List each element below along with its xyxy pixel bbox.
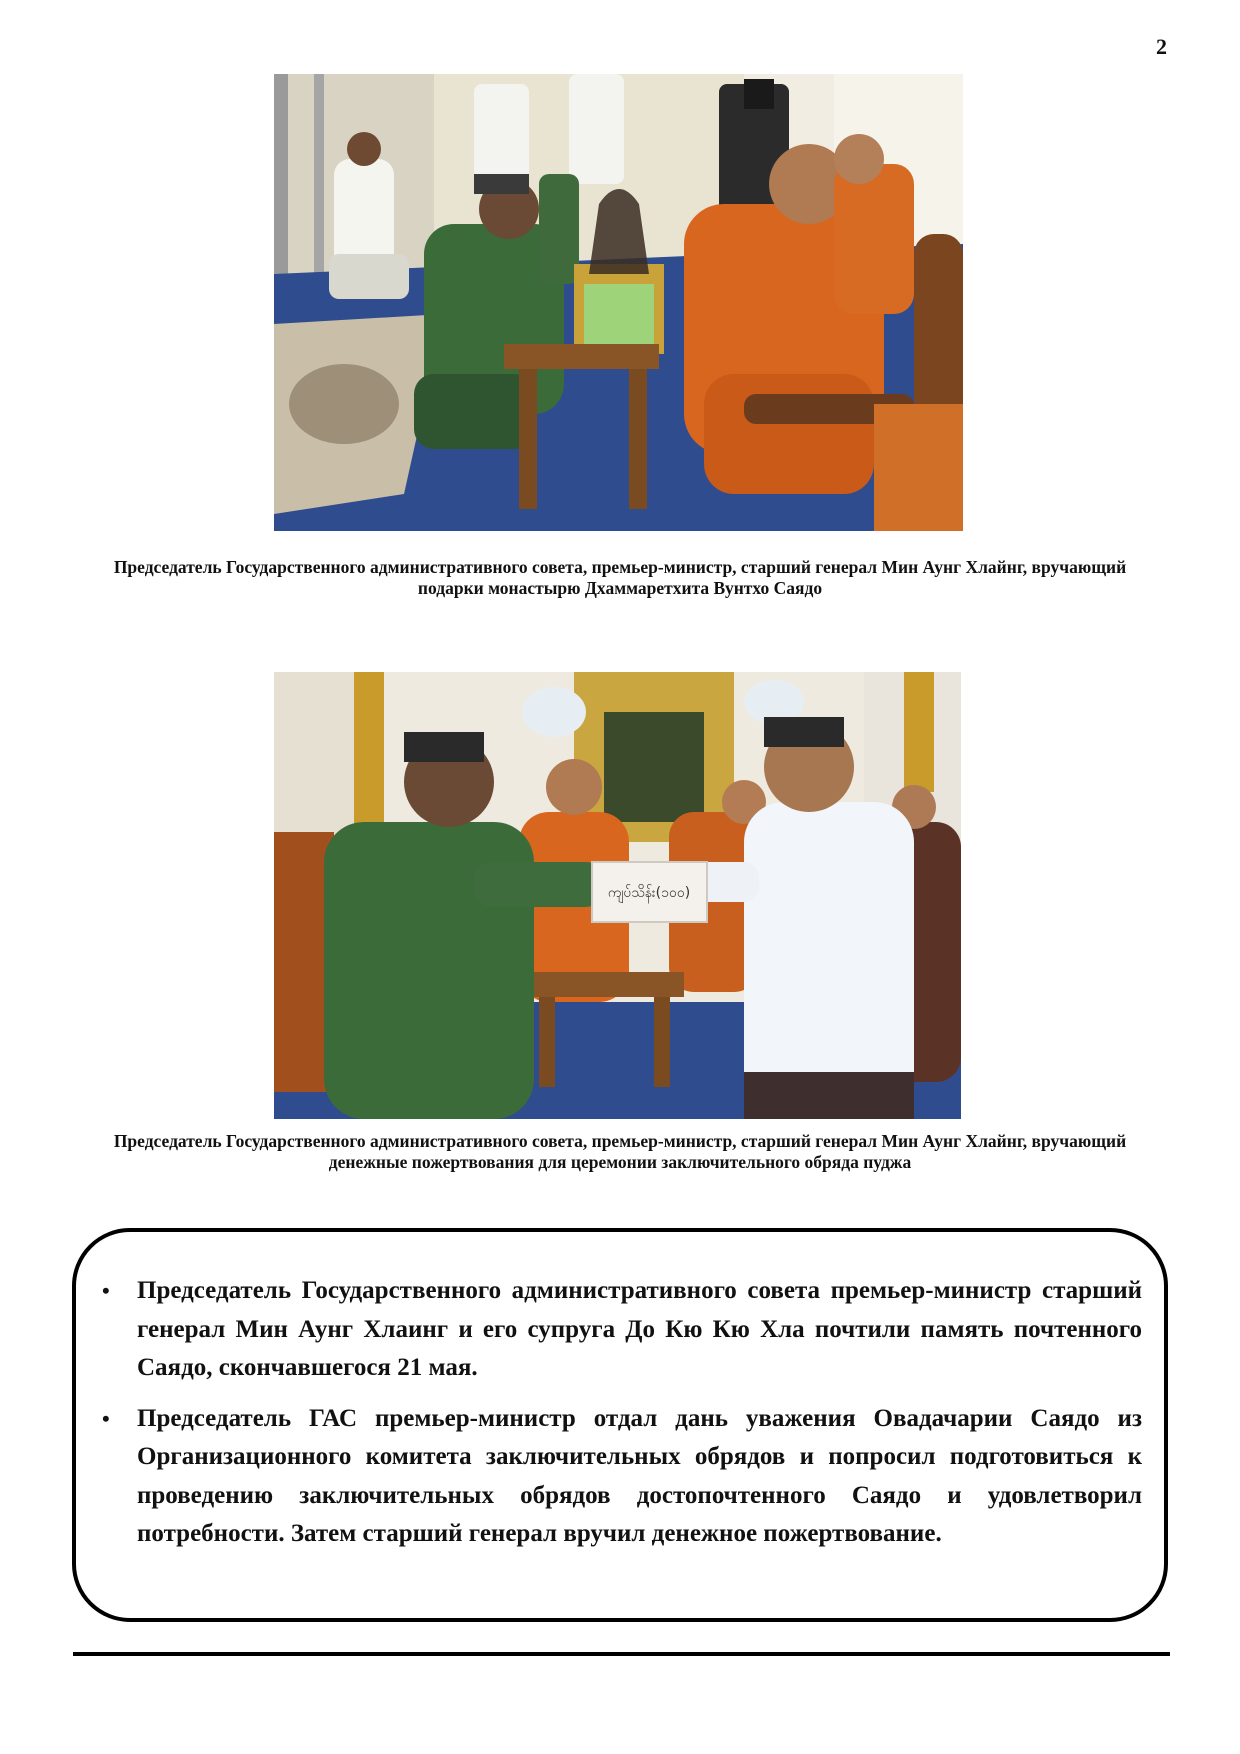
- page-number: 2: [1156, 34, 1167, 59]
- photo-gift-caption: Председатель Государственного административного совета, премьер-министр, старший генерал Мин Аунг Хлайнг, вручающий подарки монастырю Дхаммаретхита Вунтхо Саядо: [113, 557, 1127, 598]
- summary-list: [76, 1272, 1164, 1566]
- summary-bullet-2: [76, 1400, 1164, 1554]
- summary-bullet-1: [76, 1272, 1164, 1388]
- photo-donation-presentation: [274, 672, 961, 1119]
- photo-gift-presentation-image: [274, 74, 963, 531]
- summary-bullet-2-text: Председатель ГАС премьер-министр отдал дань уважения Овадачарии Саядо из Организационного комитета заключительных обрядов и попросил подготовиться к проведению заключительных обрядов достопочтенного Саядо и удовлетворил потребности. Затем старший генерал вручил денежное пожертвование.: [137, 1404, 1142, 1547]
- bullet-icon: •: [102, 1405, 110, 1431]
- photo-donation-caption: Председатель Государственного административного совета, премьер-министр, старший генерал Мин Аунг Хлайнг, вручающий денежные пожертвования для церемонии заключительного обряда пуджа: [113, 1131, 1127, 1172]
- bottom-divider: [73, 1652, 1170, 1656]
- summary-box: [72, 1228, 1168, 1622]
- envelope-label: ကျပ်သိန်း(၁၀၀): [607, 885, 691, 901]
- photo-donation-presentation-image: [274, 672, 961, 1119]
- summary-bullet-1-text: Председатель Государственного административного совета премьер-министр старший генерал Мин Аунг Хлаинг и его супруга До Кю Кю Хла почтили память почтенного Саядо, скончавшегося 21 мая.: [137, 1277, 1142, 1381]
- bullet-icon: •: [102, 1278, 110, 1303]
- photo-gift-presentation: [274, 74, 963, 531]
